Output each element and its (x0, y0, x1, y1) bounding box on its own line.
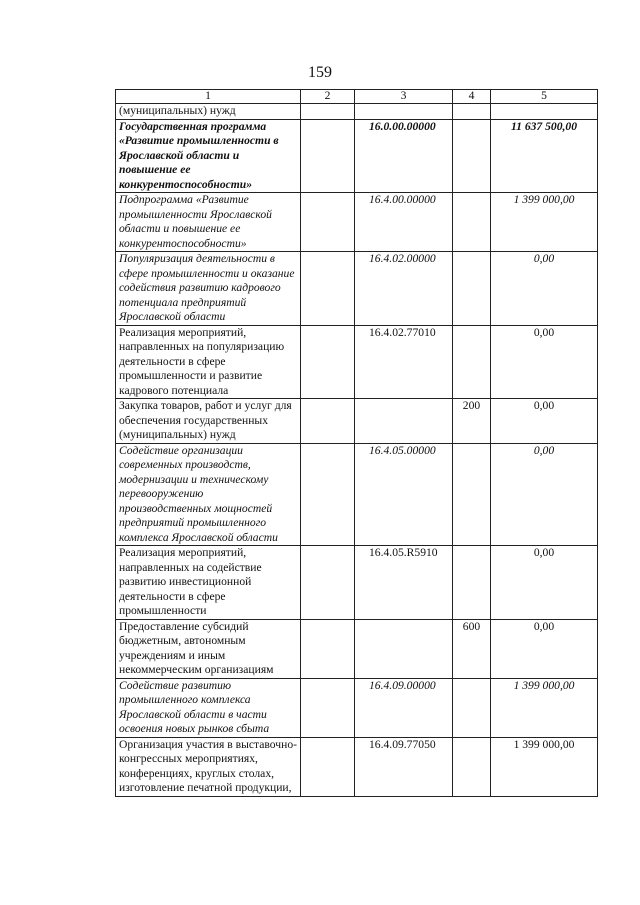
row-code: 16.4.02.77010 (355, 325, 453, 399)
row-expense-type (453, 546, 491, 620)
row-col2 (301, 193, 355, 252)
row-amount: 1 399 000,00 (491, 737, 598, 796)
row-expense-type (453, 443, 491, 546)
header-col-1: 1 (116, 90, 301, 104)
row-code: 16.4.09.77050 (355, 737, 453, 796)
page-number: 159 (308, 64, 332, 81)
table-row (116, 193, 598, 252)
row-amount: 0,00 (491, 252, 598, 326)
row-expense-type (453, 737, 491, 796)
row-code: 16.4.05.00000 (355, 443, 453, 546)
row-expense-type (453, 104, 491, 120)
row-name: Предоставление субсидий бюджетным, автономным учреждениям и иным некоммерческим организациям (116, 619, 301, 678)
table-row (116, 325, 598, 399)
row-expense-type (453, 325, 491, 399)
row-amount: 1 399 000,00 (491, 193, 598, 252)
row-expense-type (453, 193, 491, 252)
row-col2 (301, 399, 355, 444)
row-amount: 0,00 (491, 399, 598, 444)
row-amount: 0,00 (491, 546, 598, 620)
row-name: Государственная программа «Развитие промышленности в Ярославской области и повышение ее конкурентоспособности» (116, 119, 301, 193)
header-col-3: 3 (355, 90, 453, 104)
row-expense-type (453, 119, 491, 193)
row-code (355, 399, 453, 444)
table-row (116, 252, 598, 326)
table-row (116, 119, 598, 193)
row-name: Содействие развитию промышленного комплекса Ярославской области в части освоения новых рынков сбыта (116, 678, 301, 737)
row-code: 16.4.00.00000 (355, 193, 453, 252)
row-expense-type (453, 252, 491, 326)
row-code: 16.0.00.00000 (355, 119, 453, 193)
row-code (355, 104, 453, 120)
row-name: Реализация мероприятий, направленных на содействие развитию инвестиционной деятельности в сфере промышленности (116, 546, 301, 620)
row-col2 (301, 546, 355, 620)
header-row (116, 90, 598, 104)
row-col2 (301, 104, 355, 120)
row-name: Популяризация деятельности в сфере промышленности и оказание содействия развитию кадрового потенциала предприятий Ярославской области (116, 252, 301, 326)
row-col2 (301, 619, 355, 678)
row-col2 (301, 119, 355, 193)
row-name: Подпрограмма «Развитие промышленности Ярославской области и повышение ее конкурентоспособности» (116, 193, 301, 252)
row-amount: 0,00 (491, 443, 598, 546)
header-col-2: 2 (301, 90, 355, 104)
row-name: Закупка товаров, работ и услуг для обеспечения государственных (муниципальных) нужд (116, 399, 301, 444)
row-amount: 0,00 (491, 325, 598, 399)
row-expense-type: 200 (453, 399, 491, 444)
row-col2 (301, 325, 355, 399)
budget-table (115, 89, 598, 797)
row-name: (муниципальных) нужд (116, 104, 301, 120)
table-row (116, 104, 598, 120)
table-row (116, 737, 598, 796)
row-name: Организация участия в выставочно-конгрессных мероприятиях, конференциях, круглых столах, изготовление печатной продукции, (116, 737, 301, 796)
table-row (116, 443, 598, 546)
header-col-4: 4 (453, 90, 491, 104)
row-code: 16.4.09.00000 (355, 678, 453, 737)
row-expense-type: 600 (453, 619, 491, 678)
row-amount: 11 637 500,00 (491, 119, 598, 193)
row-amount: 0,00 (491, 619, 598, 678)
row-name: Реализация мероприятий, направленных на популяризацию деятельности в сфере промышленности и развитие кадрового потенциала (116, 325, 301, 399)
row-amount: 1 399 000,00 (491, 678, 598, 737)
row-col2 (301, 737, 355, 796)
table-row (116, 399, 598, 444)
row-code (355, 619, 453, 678)
table-row (116, 678, 598, 737)
row-code: 16.4.05.R5910 (355, 546, 453, 620)
row-name: Содействие организации современных производств, модернизации и техническому перевооружению производственных мощностей предприятий промышленного комплекса Ярославской области (116, 443, 301, 546)
table-row (116, 546, 598, 620)
row-col2 (301, 678, 355, 737)
row-code: 16.4.02.00000 (355, 252, 453, 326)
row-col2 (301, 443, 355, 546)
row-amount (491, 104, 598, 120)
row-expense-type (453, 678, 491, 737)
row-col2 (301, 252, 355, 326)
header-col-5: 5 (491, 90, 598, 104)
table-row (116, 619, 598, 678)
